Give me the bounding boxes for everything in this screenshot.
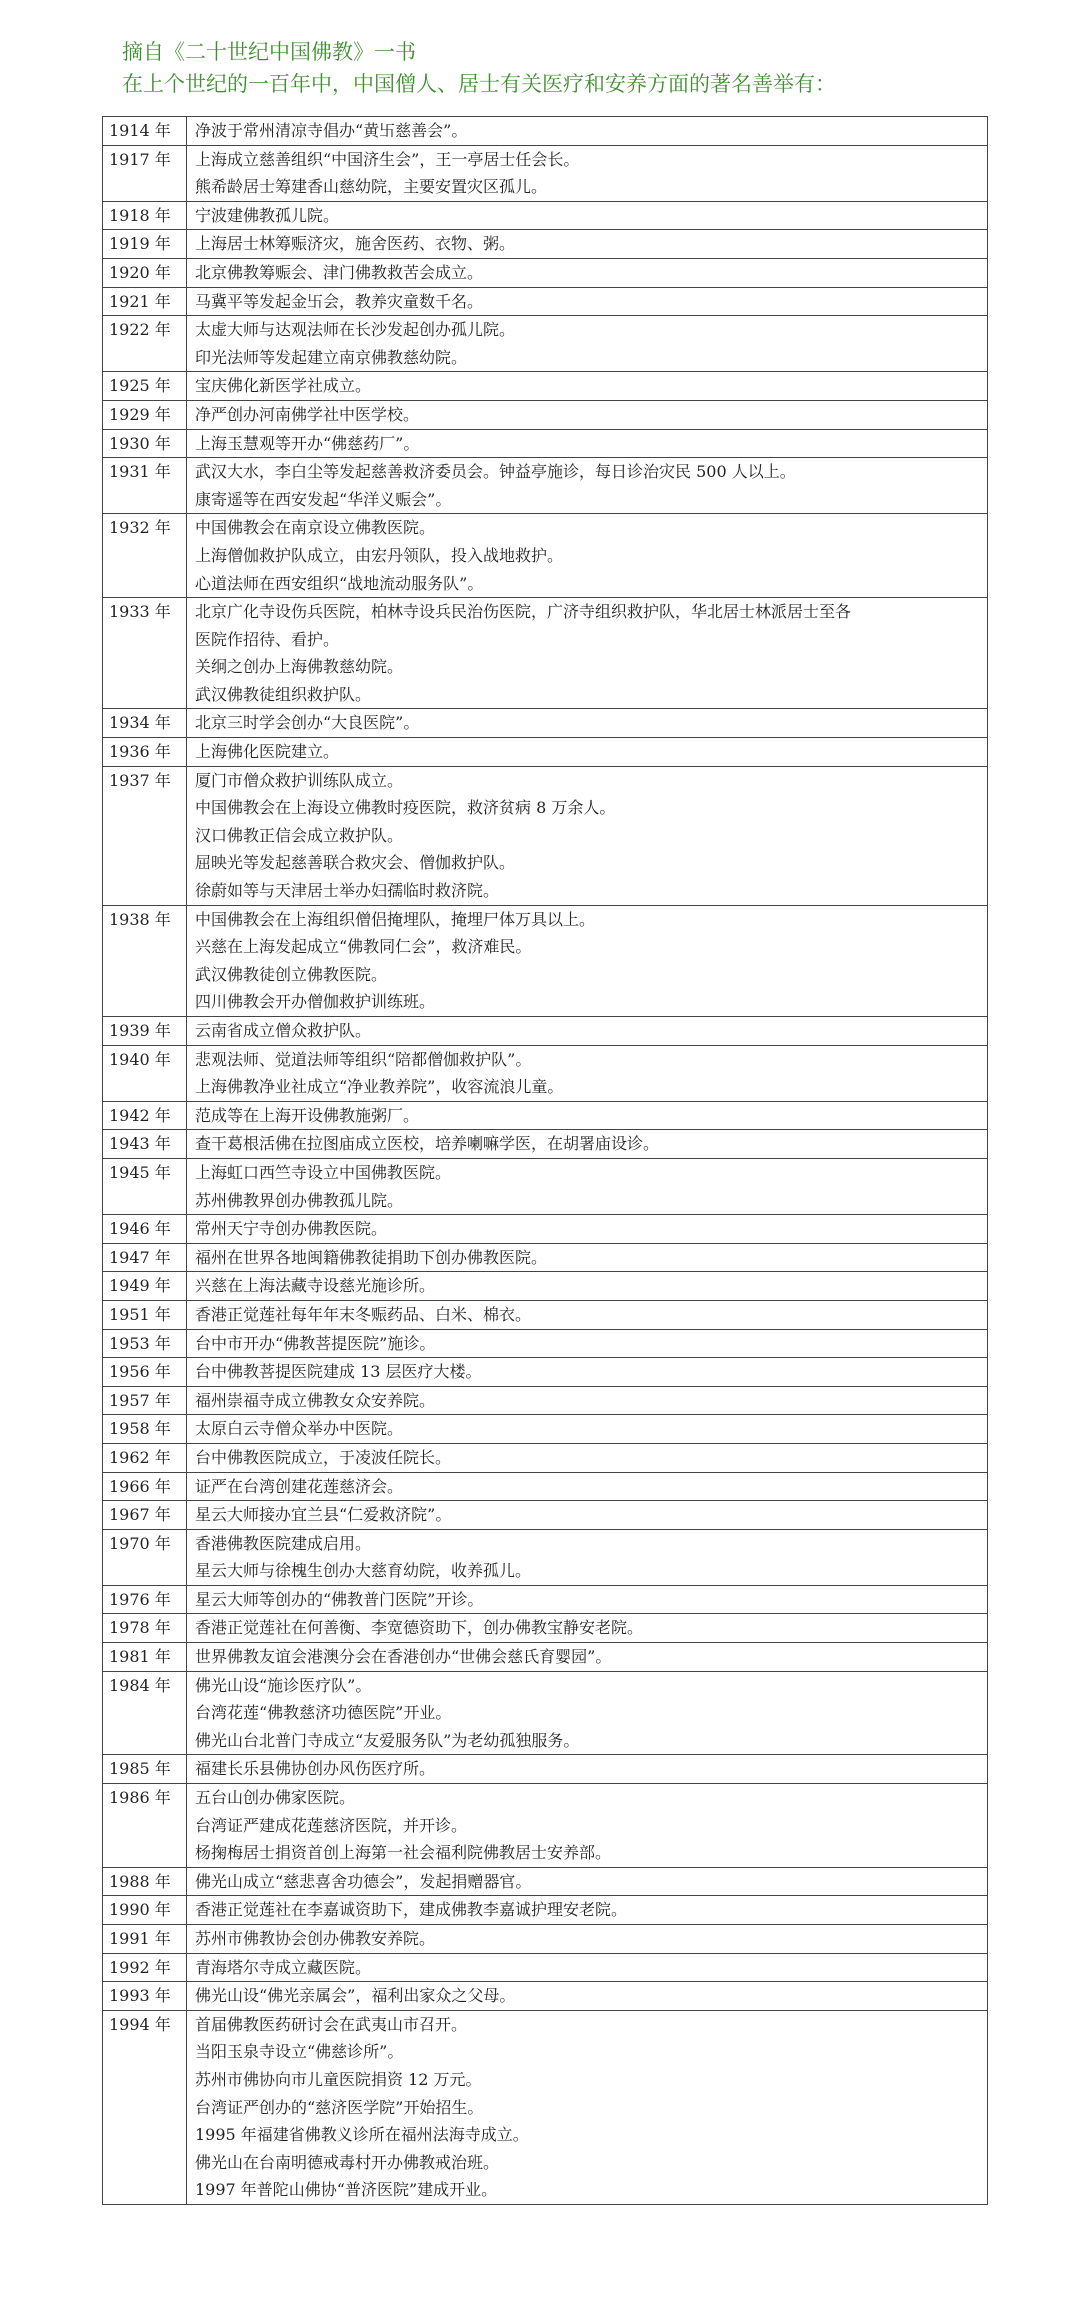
table-row: [103, 230, 987, 259]
event-line: 宝庆佛化新医学社成立。: [195, 376, 372, 396]
events-cell: [187, 1358, 987, 1386]
table-row: [103, 1301, 987, 1330]
table-row: [103, 1501, 987, 1530]
year-cell: 1914 年: [103, 117, 187, 145]
events-cell: [187, 1586, 987, 1614]
event-line: 星云大师等创办的“佛教普门医院”开诊。: [195, 1589, 484, 1609]
event-line: 台中佛教医院成立，于凌波任院长。: [195, 1447, 452, 1467]
event-line: 北京广化寺设伤兵医院，柏林寺设兵民治伤医院，广济寺组织救护队，华北居士林派居士至各: [195, 602, 852, 622]
table-row: [103, 514, 987, 598]
year-cell: 1981 年: [103, 1643, 187, 1671]
year-cell: 1933 年: [103, 598, 187, 708]
events-cell: [187, 372, 987, 400]
year-cell: 1992 年: [103, 1954, 187, 1982]
table-row: [103, 598, 987, 709]
year-cell: 1936 年: [103, 738, 187, 766]
event-line: 当阳玉泉寺设立“佛慈诊所”。: [195, 2042, 404, 2062]
event-line: 武汉大水，李白尘等发起慈善救济委员会。钟益亭施诊，每日诊治灾民 500 人以上。: [195, 462, 796, 482]
year-cell: 1925 年: [103, 372, 187, 400]
table-row: [103, 458, 987, 514]
year-cell: 1947 年: [103, 1244, 187, 1272]
event-line: 福建长乐县佛协创办风伤医疗所。: [195, 1759, 436, 1779]
year-cell: 1918 年: [103, 202, 187, 230]
events-cell: [187, 259, 987, 287]
events-cell: [187, 202, 987, 230]
event-line: 五台山创办佛家医院。: [195, 1788, 356, 1808]
table-row: [103, 1473, 987, 1502]
table-row: [103, 430, 987, 459]
table-row: [103, 1444, 987, 1473]
year-cell: 1931 年: [103, 458, 187, 513]
year-cell: 1921 年: [103, 288, 187, 316]
year-cell: 1937 年: [103, 767, 187, 905]
year-cell: 1951 年: [103, 1301, 187, 1329]
events-cell: [187, 1444, 987, 1472]
year-cell: 1919 年: [103, 230, 187, 258]
events-cell: [187, 1046, 987, 1101]
event-line: 证严在台湾创建花莲慈济会。: [195, 1476, 404, 1496]
table-row: [103, 1415, 987, 1444]
year-cell: 1929 年: [103, 401, 187, 429]
table-row: [103, 1954, 987, 1983]
year-cell: 1966 年: [103, 1473, 187, 1501]
page-title: 摘自《二十世纪中国佛教》一书: [122, 40, 416, 64]
table-row: [103, 1896, 987, 1925]
events-cell: [187, 1868, 987, 1896]
year-cell: 1920 年: [103, 259, 187, 287]
table-row: [103, 1868, 987, 1897]
event-line: 太原白云寺僧众举办中医院。: [195, 1419, 404, 1439]
events-cell: [187, 1215, 987, 1243]
event-line: 上海僧伽救护队成立，由宏丹领队，投入战地救护。: [195, 545, 564, 565]
table-row: [103, 259, 987, 288]
event-line: 上海居士林筹赈济灾，施舍医药、衣物、粥。: [195, 234, 516, 254]
events-table: [102, 116, 988, 2205]
year-cell: 1976 年: [103, 1586, 187, 1614]
event-line: 香港正觉莲社在李嘉诚资助下，建成佛教李嘉诚护理安老院。: [195, 1900, 628, 1920]
event-line: 四川佛教会开办僧伽救护训练班。: [195, 992, 436, 1012]
event-line: 福州在世界各地闽籍佛教徒捐助下创办佛教医院。: [195, 1247, 548, 1267]
events-cell: [187, 1614, 987, 1642]
events-cell: [187, 1102, 987, 1130]
event-line: 太虚大师与达观法师在长沙发起创办孤儿院。: [195, 320, 516, 340]
header: [122, 36, 836, 100]
table-row: [103, 1215, 987, 1244]
year-cell: 1991 年: [103, 1925, 187, 1953]
events-cell: [187, 1954, 987, 1982]
event-line: 心道法师在西安组织“战地流动服务队”。: [195, 573, 484, 593]
event-line: 汉口佛教正信会成立救护队。: [195, 825, 404, 845]
year-cell: 1945 年: [103, 1159, 187, 1214]
event-line: 台湾花莲“佛教慈济功德医院”开业。: [195, 1703, 452, 1723]
table-row: [103, 1387, 987, 1416]
table-row: [103, 288, 987, 317]
events-cell: [187, 1301, 987, 1329]
events-cell: [187, 117, 987, 145]
table-row: [103, 316, 987, 372]
event-line: 宁波建佛教孤儿院。: [195, 205, 340, 225]
table-row: [103, 372, 987, 401]
year-cell: 1953 年: [103, 1330, 187, 1358]
event-line: 查干葛根活佛在拉图庙成立医校，培养喇嘛学医，在胡署庙设诊。: [195, 1134, 660, 1154]
year-cell: 1990 年: [103, 1896, 187, 1924]
event-line: 台湾证严创办的“慈济医学院”开始招生。: [195, 2097, 484, 2117]
events-cell: [187, 1159, 987, 1214]
year-cell: 1956 年: [103, 1358, 187, 1386]
year-cell: 1949 年: [103, 1272, 187, 1300]
events-cell: [187, 1244, 987, 1272]
events-cell: [187, 2011, 987, 2204]
events-cell: [187, 738, 987, 766]
table-row: [103, 202, 987, 231]
year-cell: 1985 年: [103, 1755, 187, 1783]
event-line: 北京佛教筹赈会、津门佛教救苦会成立。: [195, 262, 484, 282]
event-line: 台中佛教菩提医院建成 13 层医疗大楼。: [195, 1362, 482, 1382]
events-cell: [187, 401, 987, 429]
events-cell: [187, 146, 987, 201]
events-cell: [187, 767, 987, 905]
event-line: 佛光山设“佛光亲属会”，福利出家众之父母。: [195, 1986, 516, 2006]
events-cell: [187, 430, 987, 458]
event-line: 武汉佛教徒创立佛教医院。: [195, 964, 388, 984]
event-line: 北京三时学会创办“大良医院”。: [195, 713, 420, 733]
table-row: [103, 401, 987, 430]
event-line: 净波于常州清凉寺倡办“黄卐慈善会”。: [195, 121, 468, 140]
table-row: [103, 1530, 987, 1586]
event-line: 福州崇福寺成立佛教女众安养院。: [195, 1390, 436, 1410]
year-cell: 1917 年: [103, 146, 187, 201]
table-row: [103, 1102, 987, 1131]
events-cell: [187, 1130, 987, 1158]
table-row: [103, 1130, 987, 1159]
event-line: 兴慈在上海发起成立“佛教同仁会”，救济难民。: [195, 937, 532, 957]
event-line: 上海虹口西竺寺设立中国佛教医院。: [195, 1162, 452, 1182]
year-cell: 1943 年: [103, 1130, 187, 1158]
year-cell: 1938 年: [103, 906, 187, 1016]
event-line: 熊希龄居士筹建香山慈幼院，主要安置灾区孤儿。: [195, 177, 548, 197]
events-cell: [187, 1272, 987, 1300]
table-row: [103, 1982, 987, 2011]
events-cell: [187, 598, 987, 708]
year-cell: 1970 年: [103, 1530, 187, 1585]
year-cell: 1984 年: [103, 1672, 187, 1755]
year-cell: 1930 年: [103, 430, 187, 458]
event-line: 苏州市佛教协会创办佛教安养院。: [195, 1929, 436, 1948]
events-cell: [187, 1925, 987, 1953]
events-cell: [187, 906, 987, 1016]
year-cell: 1986 年: [103, 1784, 187, 1867]
year-cell: 1939 年: [103, 1017, 187, 1045]
table-row: [103, 1272, 987, 1301]
event-line: 屈映光等发起慈善联合救灾会、僧伽救护队。: [195, 853, 516, 873]
event-line: 徐蔚如等与天津居士举办妇孺临时救济院。: [195, 881, 500, 901]
event-line: 净严创办河南佛学社中医学校。: [195, 404, 420, 424]
event-line: 兴慈在上海法藏寺设慈光施诊所。: [195, 1276, 436, 1296]
events-cell: [187, 1330, 987, 1358]
event-line: 1995 年福建省佛教义诊所在福州法海寺成立。: [195, 2125, 529, 2145]
events-cell: [187, 1530, 987, 1585]
event-line: 佛光山在台南明德戒毒村开办佛教戒治班。: [195, 2152, 500, 2172]
events-cell: [187, 1982, 987, 2010]
year-cell: 1994 年: [103, 2011, 187, 2204]
year-cell: 1958 年: [103, 1415, 187, 1443]
event-line: 中国佛教会在上海设立佛教时疫医院，救济贫病 8 万余人。: [195, 798, 616, 818]
table-row: [103, 1244, 987, 1273]
event-line: 苏州佛教界创办佛教孤儿院。: [195, 1190, 404, 1210]
event-line: 杨掬梅居士捐资首创上海第一社会福利院佛教居士安养部。: [195, 1843, 612, 1863]
table-row: [103, 117, 987, 146]
event-line: 厦门市僧众救护训练队成立。: [195, 770, 404, 790]
table-row: [103, 1755, 987, 1784]
table-row: [103, 1586, 987, 1615]
events-cell: [187, 1643, 987, 1671]
events-cell: [187, 1672, 987, 1755]
table-row: [103, 146, 987, 202]
events-cell: [187, 1896, 987, 1924]
event-line: 星云大师与徐槐生创办大慈育幼院，收养孤儿。: [195, 1561, 532, 1581]
table-row: [103, 2011, 987, 2204]
event-line: 关䌹之创办上海佛教慈幼院。: [195, 657, 404, 677]
table-row: [103, 1925, 987, 1954]
events-cell: [187, 709, 987, 737]
event-line: 佛光山设“施诊医疗队”。: [195, 1675, 372, 1695]
table-row: [103, 1614, 987, 1643]
event-line: 台中市开办“佛教菩提医院”施诊。: [195, 1333, 436, 1353]
events-cell: [187, 1017, 987, 1045]
events-cell: [187, 1501, 987, 1529]
table-row: [103, 1643, 987, 1672]
events-cell: [187, 316, 987, 371]
year-cell: 1988 年: [103, 1868, 187, 1896]
events-cell: [187, 514, 987, 597]
table-row: [103, 1358, 987, 1387]
table-row: [103, 1784, 987, 1868]
table-row: [103, 906, 987, 1017]
year-cell: 1940 年: [103, 1046, 187, 1101]
event-line: 上海佛教净业社成立“净业教养院”，收容流浪儿童。: [195, 1077, 564, 1097]
table-row: [103, 738, 987, 767]
event-line: 上海佛化医院建立。: [195, 742, 340, 762]
event-line: 武汉佛教徒组织救护队。: [195, 684, 372, 704]
events-cell: [187, 230, 987, 258]
events-cell: [187, 458, 987, 513]
event-line: 上海成立慈善组织“中国济生会”，王一亭居士任会长。: [195, 149, 580, 169]
table-row: [103, 767, 987, 906]
table-row: [103, 1672, 987, 1756]
event-line: 1997 年普陀山佛协“普济医院”建成开业。: [195, 2180, 498, 2200]
table-row: [103, 1159, 987, 1215]
event-line: 香港正觉莲社在何善衡、李宽德资助下，创办佛教宝静安老院。: [195, 1618, 644, 1638]
year-cell: 1967 年: [103, 1501, 187, 1529]
event-line: 台湾证严建成花莲慈济医院，并开诊。: [195, 1815, 468, 1835]
table-row: [103, 709, 987, 738]
event-line: 云南省成立僧众救护队。: [195, 1021, 372, 1040]
event-line: 范成等在上海开设佛教施粥厂。: [195, 1105, 420, 1125]
year-cell: 1957 年: [103, 1387, 187, 1415]
event-line: 中国佛教会在上海组织僧侣掩埋队，掩埋尸体万具以上。: [195, 909, 596, 929]
page-subtitle: 在上个世纪的一百年中，中国僧人、居士有关医疗和安养方面的著名善举有：: [122, 72, 836, 96]
event-line: 悲观法师、觉道法师等组织“陪都僧伽救护队”。: [195, 1049, 532, 1069]
event-line: 苏州市佛协向市儿童医院捐资 12 万元。: [195, 2069, 482, 2089]
event-line: 印光法师等发起建立南京佛教慈幼院。: [195, 347, 468, 367]
event-line: 首届佛教医药研讨会在武夷山市召开。: [195, 2014, 468, 2034]
event-line: 世界佛教友谊会港澳分会在香港创办“世佛会慈氏育婴园”。: [195, 1647, 612, 1667]
event-line: 青海塔尔寺成立藏医院。: [195, 1957, 372, 1977]
event-line: 常州天宁寺创办佛教医院。: [195, 1219, 388, 1239]
events-cell: [187, 1473, 987, 1501]
year-cell: 1932 年: [103, 514, 187, 597]
event-line: 佛光山成立“慈悲喜舍功德会”，发起捐赠器官。: [195, 1871, 532, 1891]
year-cell: 1946 年: [103, 1215, 187, 1243]
event-line: 康寄遥等在西安发起“华洋义赈会”。: [195, 489, 452, 509]
event-line: 香港佛教医院建成启用。: [195, 1533, 372, 1553]
year-cell: 1993 年: [103, 1982, 187, 2010]
table-row: [103, 1330, 987, 1359]
event-line: 中国佛教会在南京设立佛教医院。: [195, 518, 436, 538]
year-cell: 1942 年: [103, 1102, 187, 1130]
events-cell: [187, 1387, 987, 1415]
events-cell: [187, 1415, 987, 1443]
events-cell: [187, 288, 987, 316]
event-line: 佛光山台北普门寺成立“友爱服务队”为老幼孤独服务。: [195, 1730, 580, 1750]
table-row: [103, 1046, 987, 1102]
event-line: 香港正觉莲社每年年末冬赈药品、白米、棉衣。: [195, 1304, 532, 1324]
events-cell: [187, 1755, 987, 1783]
event-line: 星云大师接办宜兰县“仁爱救济院”。: [195, 1505, 452, 1525]
year-cell: 1922 年: [103, 316, 187, 371]
event-line: 上海玉慧观等开办“佛慈药厂”。: [195, 433, 420, 453]
table-row: [103, 1017, 987, 1046]
year-cell: 1962 年: [103, 1444, 187, 1472]
event-line: 医院作招待、看护。: [195, 629, 340, 649]
year-cell: 1978 年: [103, 1614, 187, 1642]
event-line: 马冀平等发起金卐会，教养灾童数千名。: [195, 291, 484, 311]
year-cell: 1934 年: [103, 709, 187, 737]
events-cell: [187, 1784, 987, 1867]
